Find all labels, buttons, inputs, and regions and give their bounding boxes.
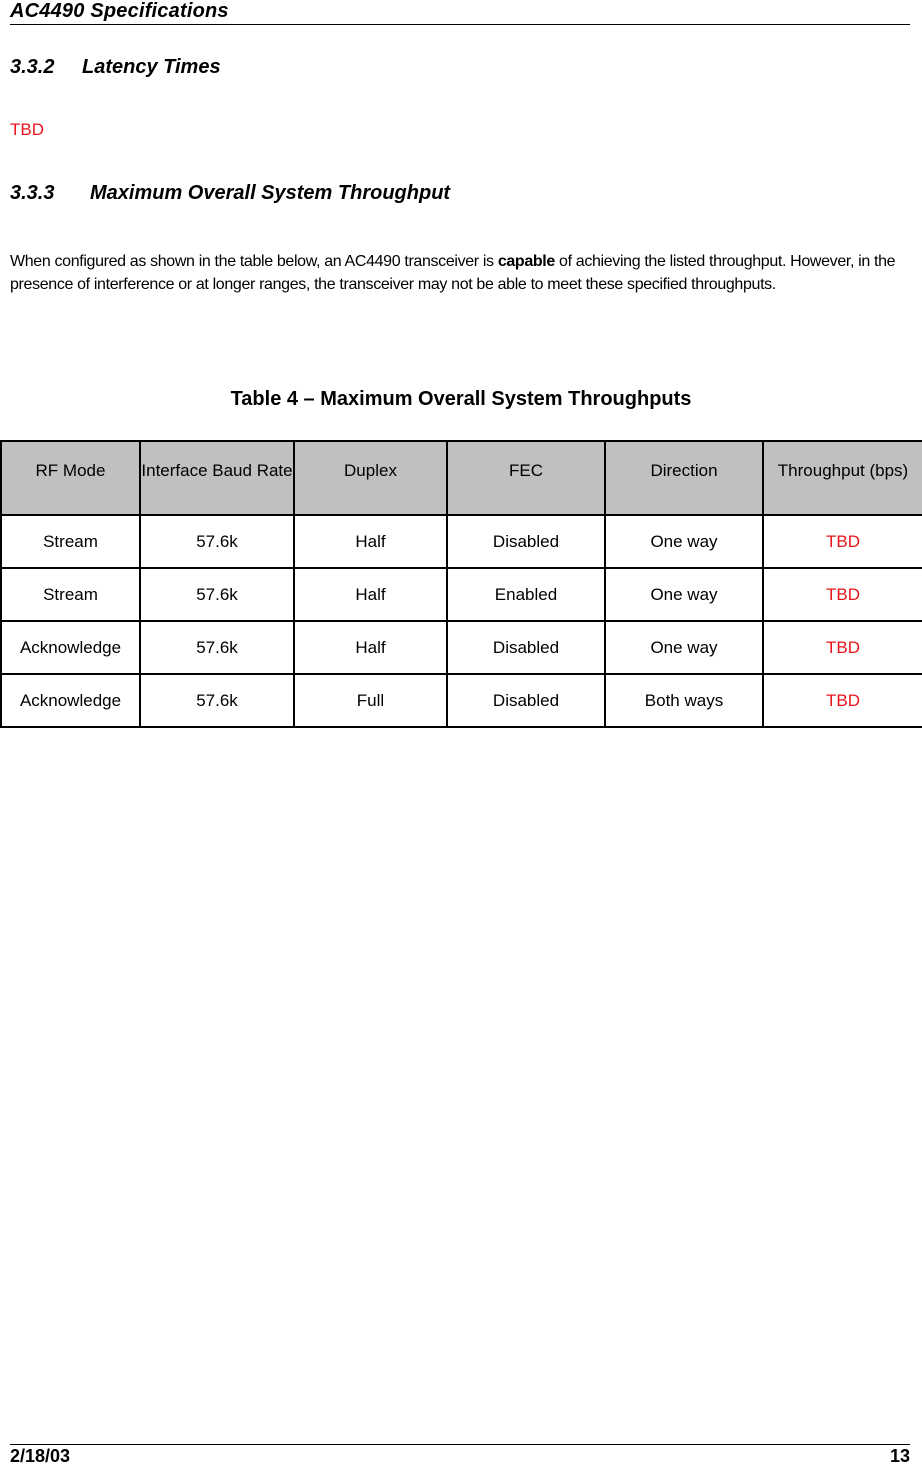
document-header-title: AC4490 Specifications <box>10 0 229 22</box>
cell-duplex: Full <box>294 674 447 727</box>
table-caption: Table 4 – Maximum Overall System Throughputs <box>230 388 692 410</box>
cell-fec: Disabled <box>447 621 605 674</box>
cell-direction: One way <box>605 621 763 674</box>
column-header-rf-mode: RF Mode <box>1 441 140 515</box>
cell-direction: One way <box>605 568 763 621</box>
column-header-interface-baud-rate: Interface Baud Rate <box>140 441 294 515</box>
cell-fec: Enabled <box>447 568 605 621</box>
cell-rf-mode: Stream <box>1 568 140 621</box>
cell-throughput: TBD <box>763 674 922 727</box>
table-row <box>1 515 922 568</box>
cell-duplex: Half <box>294 568 447 621</box>
cell-fec: Disabled <box>447 515 605 568</box>
footer-date: 2/18/03 <box>10 1446 71 1466</box>
cell-baud-rate: 57.6k <box>140 621 294 674</box>
throughput-table <box>0 440 922 728</box>
cell-baud-rate: 57.6k <box>140 568 294 621</box>
column-header-fec: FEC <box>447 441 605 515</box>
cell-direction: One way <box>605 515 763 568</box>
section-heading-latency-times <box>10 56 221 79</box>
cell-rf-mode: Stream <box>1 515 140 568</box>
paragraph-text: When configured as shown in the table below, an AC4490 transceiver is <box>10 253 498 270</box>
table-row <box>1 674 922 727</box>
column-header-throughput: Throughput (bps) <box>763 441 922 515</box>
cell-baud-rate: 57.6k <box>140 515 294 568</box>
column-header-duplex: Duplex <box>294 441 447 515</box>
cell-baud-rate: 57.6k <box>140 674 294 727</box>
throughput-description-paragraph <box>10 250 915 296</box>
section-title: Maximum Overall System Throughput <box>90 182 451 204</box>
latency-tbd-text: TBD <box>10 120 44 139</box>
cell-duplex: Half <box>294 515 447 568</box>
cell-throughput: TBD <box>763 568 922 621</box>
cell-duplex: Half <box>294 621 447 674</box>
table-header-row <box>1 441 922 515</box>
section-number: 3.3.3 <box>10 182 55 204</box>
table-row <box>1 568 922 621</box>
cell-throughput: TBD <box>763 621 922 674</box>
section-title: Latency Times <box>82 56 221 78</box>
cell-fec: Disabled <box>447 674 605 727</box>
section-number: 3.3.2 <box>10 56 55 78</box>
cell-rf-mode: Acknowledge <box>1 621 140 674</box>
cell-throughput: TBD <box>763 515 922 568</box>
cell-rf-mode: Acknowledge <box>1 674 140 727</box>
table-row <box>1 621 922 674</box>
emphasized-word: capable <box>497 253 555 270</box>
section-heading-max-throughput <box>10 182 450 205</box>
footer-divider <box>10 1444 910 1445</box>
paragraph-text: of achieving the listed throughput. However, in the presence of interference or at longer ranges, the transceiver may not be able to meet these specified throughputs. <box>10 253 896 293</box>
footer-page-number: 13 <box>889 1446 910 1466</box>
column-header-direction: Direction <box>605 441 763 515</box>
cell-direction: Both ways <box>605 674 763 727</box>
header-divider <box>10 24 910 25</box>
